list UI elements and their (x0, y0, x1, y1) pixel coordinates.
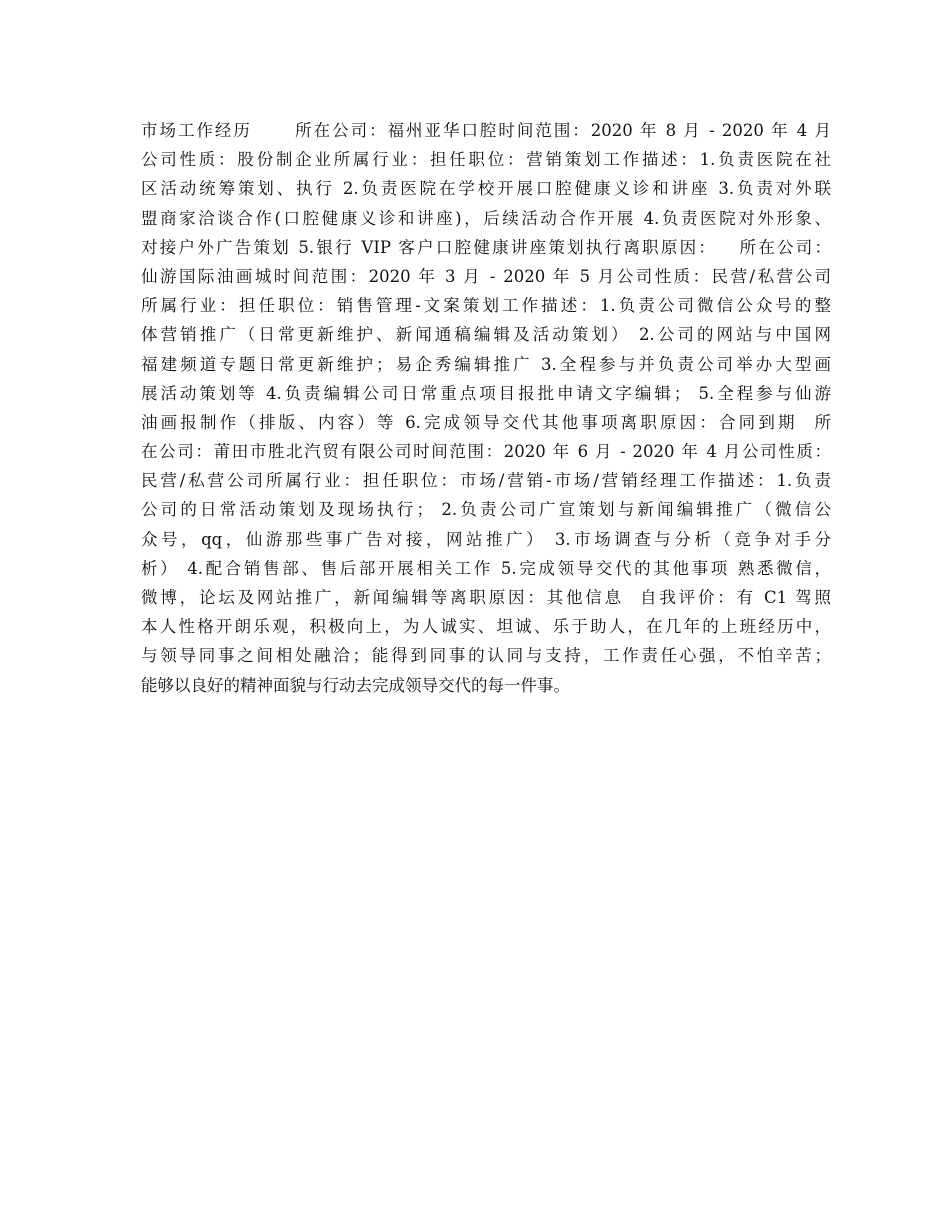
text-line: 在公司：莆田市胜北汽贸有限公司时间范围：2020 年 6 月 - 2020 年 4 月公司性质： (141, 442, 831, 462)
text-line: 微博，论坛及网站推广，新闻编辑等离职原因：其他信息 自我评价：有 C1 驾照 (141, 588, 831, 607)
text-line: 对接户外广告策划 5.银行 VIP 客户口腔健康讲座策划执行离职原因： 所在公司： (141, 237, 831, 257)
text-line: 民营/私营公司所属行业：担任职位：市场/营销-市场/营销经理工作描述：1.负责 (141, 471, 831, 491)
text-line: 展活动策划等 4.负责编辑公司日常重点项目报批申请文字编辑； 5.全程参与仙游 (141, 383, 831, 403)
text-line: 仙游国际油画城时间范围：2020 年 3 月 - 2020 年 5 月公司性质：民营/私营公司 (141, 266, 831, 286)
text-line: 与领导同事之间相处融洽；能得到同事的认同与支持，工作责任心强，不怕辛苦； (141, 646, 831, 666)
text-line: 众号，qq，仙游那些事广告对接，网站推广） 3.市场调查与分析（竞争对手分 (141, 529, 831, 549)
text-line: 本人性格开朗乐观，积极向上，为人诚实、坦诚、乐于助人，在几年的上班经历中， (141, 617, 831, 637)
text-line: 福建频道专题日常更新维护；易企秀编辑推广 3.全程参与并负责公司举办大型画 (141, 354, 831, 374)
text-line: 区活动统筹策划、执行 2.负责医院在学校开展口腔健康义诊和讲座 3.负责对外联 (141, 179, 831, 199)
text-line: 盟商家洽谈合作(口腔健康义诊和讲座)，后续活动合作开展 4.负责医院对外形象、 (141, 208, 831, 228)
text-line: 市场工作经历 所在公司：福州亚华口腔时间范围：2020 年 8 月 - 2020 年 4 月 (141, 121, 831, 140)
text-line: 油画报制作（排版、内容）等 6.完成领导交代其他事项离职原因：合同到期 所 (141, 412, 831, 432)
text-line-last: 能够以良好的精神面貌与行动去完成领导交代的每一件事。 (141, 675, 570, 695)
text-line: 体营销推广（日常更新维护、新闻通稿编辑及活动策划） 2.公司的网站与中国网 (141, 325, 831, 345)
text-line: 公司的日常活动策划及现场执行； 2.负责公司广宣策划与新闻编辑推广（微信公 (141, 500, 831, 520)
text-line: 所属行业：担任职位：销售管理-文案策划工作描述：1.负责公司微信公众号的整 (141, 296, 831, 316)
text-line: 析） 4.配合销售部、售后部开展相关工作 5.完成领导交代的其他事项 熟悉微信， (141, 558, 831, 578)
resume-text-block (141, 116, 831, 700)
text-line: 公司性质：股份制企业所属行业：担任职位：营销策划工作描述：1.负责医院在社 (141, 150, 831, 170)
